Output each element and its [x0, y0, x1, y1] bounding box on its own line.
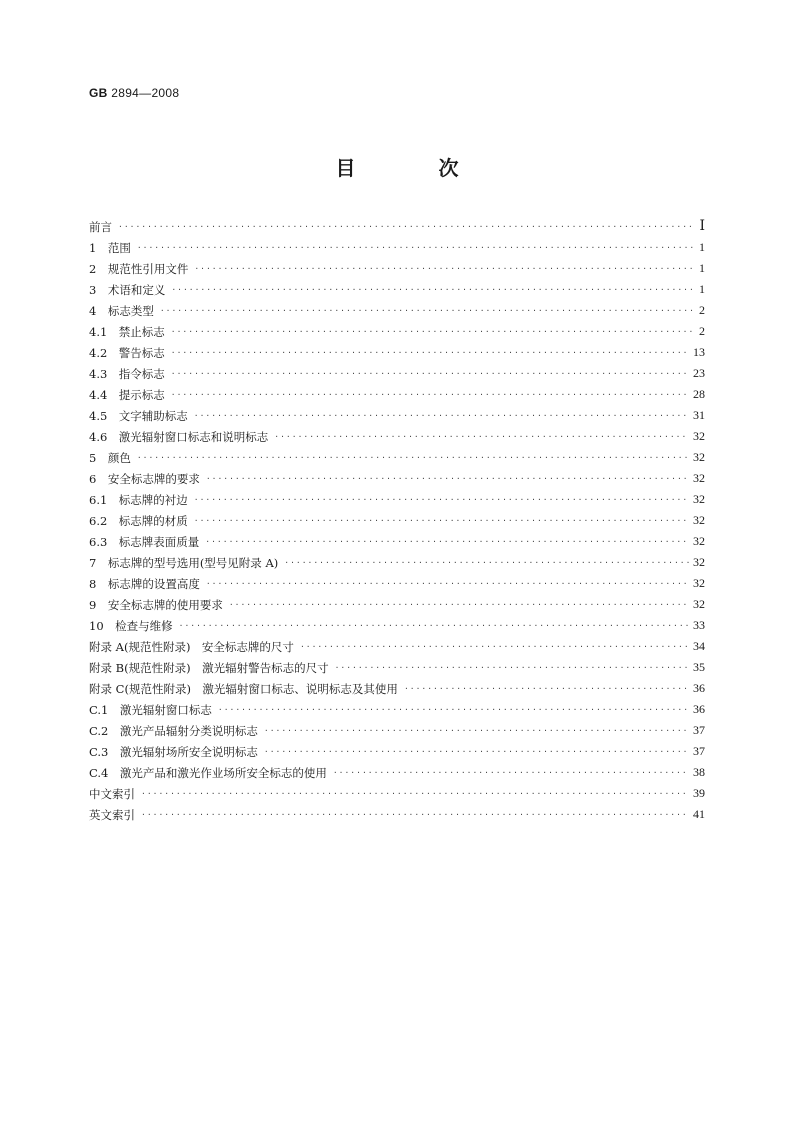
toc-entry-label: 附录 C(规范性附录) 激光辐射窗口标志、说明标志及其使用 [89, 681, 398, 696]
toc-leader-dots [205, 531, 689, 552]
toc-leader-dots [171, 321, 695, 342]
toc-entry[interactable] [89, 615, 705, 636]
toc-entry-label: C.1 激光辐射窗口标志 [89, 702, 212, 717]
toc-entry-page-number: 2 [699, 303, 705, 317]
toc-leader-dots [333, 762, 689, 783]
toc-entry-label: 4.1 禁止标志 [89, 324, 165, 339]
toc-entry-page-number: 32 [693, 450, 705, 464]
toc-entry-page-number: 1 [699, 282, 705, 296]
toc-entry[interactable] [89, 300, 705, 321]
toc-leader-dots [194, 405, 689, 426]
toc-leader-dots [141, 783, 689, 804]
toc-leader-dots [141, 804, 689, 825]
toc-leader-dots [171, 279, 695, 300]
toc-entry[interactable] [89, 573, 705, 594]
toc-entry-page-number: 28 [693, 387, 705, 401]
standard-number [89, 86, 179, 100]
toc-entry-page-number: 39 [693, 786, 705, 800]
toc-leader-dots [229, 594, 689, 615]
toc-leader-dots [179, 615, 689, 636]
toc-entry[interactable] [89, 720, 705, 741]
toc-entry-page-number: 23 [693, 366, 705, 380]
toc-leader-dots [274, 426, 689, 447]
toc-entry[interactable] [89, 237, 705, 258]
toc-entry-label: 4.5 文字辅助标志 [89, 408, 188, 423]
toc-entry-page-number: 41 [693, 807, 705, 821]
standard-code: 2894—2008 [111, 86, 180, 100]
toc-entry-page-number: 32 [693, 429, 705, 443]
toc-entry-page-number: 36 [693, 702, 705, 716]
toc-entry-label: 6.3 标志牌表面质量 [89, 534, 200, 549]
toc-entry[interactable] [89, 762, 705, 783]
table-of-contents [89, 216, 705, 825]
toc-entry-label: 5 颜色 [89, 450, 131, 465]
toc-entry[interactable] [89, 636, 705, 657]
toc-entry-label: 4.4 提示标志 [89, 387, 165, 402]
toc-entry-page-number: 34 [693, 639, 705, 653]
toc-entry[interactable] [89, 510, 705, 531]
toc-leader-dots [206, 573, 689, 594]
page-title: 目 次 [335, 156, 497, 180]
toc-entry-page-number: 35 [693, 660, 705, 674]
toc-entry-label: C.2 激光产品辐射分类说明标志 [89, 723, 258, 738]
toc-entry[interactable] [89, 426, 705, 447]
toc-leader-dots [194, 258, 695, 279]
toc-entry-label: 6.1 标志牌的衬边 [89, 492, 188, 507]
toc-entry-page-number: 32 [693, 576, 705, 590]
toc-entry[interactable] [89, 657, 705, 678]
toc-leader-dots [300, 636, 689, 657]
toc-entry-page-number: 37 [693, 723, 705, 737]
toc-entry-label: 9 安全标志牌的使用要求 [89, 597, 223, 612]
standard-prefix: GB [89, 86, 108, 100]
toc-entry-page-number: 33 [693, 618, 705, 632]
toc-entry-page-number: 38 [693, 765, 705, 779]
toc-entry[interactable] [89, 216, 705, 237]
toc-entry[interactable] [89, 405, 705, 426]
toc-entry-label: 英文索引 [89, 807, 135, 822]
toc-leader-dots [404, 678, 689, 699]
toc-entry-page-number: 13 [693, 345, 705, 359]
toc-leader-dots [160, 300, 695, 321]
toc-entry[interactable] [89, 342, 705, 363]
toc-entry-label: 10 检查与维修 [89, 618, 173, 633]
toc-entry-page-number: 2 [699, 324, 705, 338]
toc-entry-page-number: 32 [693, 597, 705, 611]
toc-entry[interactable] [89, 321, 705, 342]
toc-entry-label: C.3 激光辐射场所安全说明标志 [89, 744, 258, 759]
toc-entry[interactable] [89, 678, 705, 699]
toc-leader-dots [137, 447, 689, 468]
toc-leader-dots [335, 657, 689, 678]
toc-entry-label: 2 规范性引用文件 [89, 261, 189, 276]
toc-entry-page-number: 36 [693, 681, 705, 695]
toc-entry[interactable] [89, 531, 705, 552]
toc-entry[interactable] [89, 489, 705, 510]
toc-entry[interactable] [89, 468, 705, 489]
toc-entry[interactable] [89, 258, 705, 279]
toc-entry[interactable] [89, 699, 705, 720]
toc-leader-dots [264, 741, 689, 762]
toc-entry-page-number: 1 [699, 261, 705, 275]
toc-entry-page-number: 31 [693, 408, 705, 422]
toc-entry-label: 4.3 指令标志 [89, 366, 165, 381]
toc-entry-label: 中文索引 [89, 786, 135, 801]
toc-leader-dots [218, 699, 689, 720]
toc-entry-page-number: 32 [693, 471, 705, 485]
toc-entry-label: 4 标志类型 [89, 303, 154, 318]
toc-leader-dots [171, 384, 689, 405]
toc-entry-label: 6 安全标志牌的要求 [89, 471, 200, 486]
toc-leader-dots [194, 510, 689, 531]
toc-entry-page-number: 37 [693, 744, 705, 758]
toc-entry-label: 6.2 标志牌的材质 [89, 513, 188, 528]
toc-entry[interactable] [89, 279, 705, 300]
toc-leader-dots [137, 237, 695, 258]
toc-entry-page-number: 32 [693, 534, 705, 548]
toc-entry-page-number: 32 [693, 555, 705, 569]
toc-leader-dots [171, 363, 689, 384]
toc-entry-label: 附录 A(规范性附录) 安全标志牌的尺寸 [89, 639, 294, 654]
toc-entry-label: 7 标志牌的型号选用(型号见附录 A) [89, 555, 279, 570]
toc-entry-label: C.4 激光产品和激光作业场所安全标志的使用 [89, 765, 327, 780]
toc-entry-label: 1 范围 [89, 240, 131, 255]
toc-entry[interactable] [89, 594, 705, 615]
toc-entry-label: 4.2 警告标志 [89, 345, 165, 360]
toc-leader-dots [284, 552, 689, 573]
toc-entry-label: 附录 B(规范性附录) 激光辐射警告标志的尺寸 [89, 660, 329, 675]
toc-leader-dots [118, 216, 695, 237]
toc-entry-label: 4.6 激光辐射窗口标志和说明标志 [89, 429, 269, 444]
toc-entry-page-number: 1 [699, 240, 705, 254]
toc-entry-label: 3 术语和定义 [89, 282, 166, 297]
toc-entry[interactable] [89, 741, 705, 762]
toc-entry-label: 8 标志牌的设置高度 [89, 576, 200, 591]
toc-entry[interactable] [89, 384, 705, 405]
toc-leader-dots [206, 468, 689, 489]
toc-entry[interactable] [89, 783, 705, 804]
toc-entry[interactable] [89, 804, 705, 825]
toc-entry[interactable] [89, 552, 705, 573]
toc-leader-dots [171, 342, 689, 363]
toc-entry[interactable] [89, 447, 705, 468]
toc-entry-page-number: Ⅰ [699, 219, 705, 234]
toc-entry-label: 前言 [89, 219, 112, 234]
toc-leader-dots [194, 489, 689, 510]
toc-entry-page-number: 32 [693, 513, 705, 527]
toc-entry[interactable] [89, 363, 705, 384]
toc-leader-dots [264, 720, 689, 741]
toc-entry-page-number: 32 [693, 492, 705, 506]
